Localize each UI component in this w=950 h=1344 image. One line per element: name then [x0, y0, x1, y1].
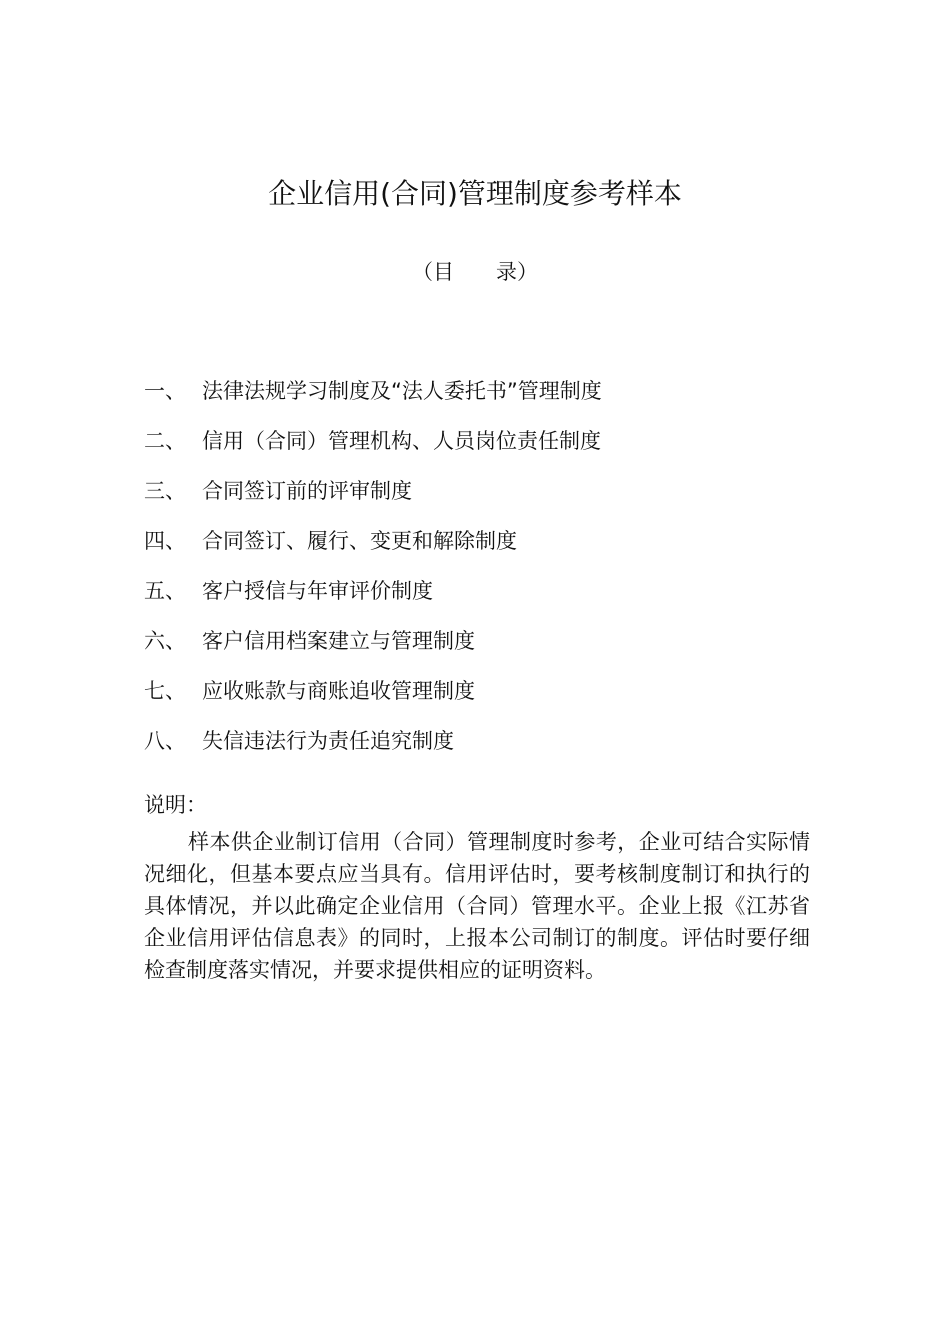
toc-item-number: 一、 [144, 379, 186, 403]
toc-item-number: 五、 [144, 579, 186, 603]
toc-item-text: 法律法规学习制度及“法人委托书”管理制度 [202, 379, 602, 403]
note-paragraph: 样本供企业制订信用（合同）管理制度时参考，企业可结合实际情况细化，但基本要点应当具有。信用评估时，要考核制度制订和执行的具体情况，并以此确定企业信用（合同）管理水平。企业上报《江苏省企业信用评估信息表》的同时，上报本公司制订的制度。评估时要仔细检查制度落实情况，并要求提供相应的证明资料。 [144, 830, 810, 982]
toc-list [144, 366, 824, 766]
toc-item-number: 二、 [144, 429, 186, 453]
toc-item [144, 716, 824, 766]
toc-item-number: 八、 [144, 729, 186, 753]
note-label: 说明： [144, 793, 207, 817]
toc-item-text: 合同签订、履行、变更和解除制度 [202, 529, 517, 553]
toc-item-number: 三、 [144, 479, 186, 503]
toc-heading: （目 录） [412, 260, 538, 284]
toc-item-text: 信用（合同）管理机构、人员岗位责任制度 [202, 429, 601, 453]
toc-item-text: 应收账款与商账追收管理制度 [202, 679, 475, 703]
toc-item-text: 合同签订前的评审制度 [202, 479, 412, 503]
toc-item-text: 失信违法行为责任追究制度 [202, 729, 454, 753]
toc-item [144, 516, 824, 566]
toc-item-number: 四、 [144, 529, 186, 553]
toc-item [144, 566, 824, 616]
toc-item [144, 366, 824, 416]
toc-item-number: 七、 [144, 679, 186, 703]
toc-item [144, 466, 824, 516]
toc-item-text: 客户信用档案建立与管理制度 [202, 629, 475, 653]
toc-item-text: 客户授信与年审评价制度 [202, 579, 433, 603]
toc-item [144, 616, 824, 666]
toc-item [144, 416, 824, 466]
toc-item-number: 六、 [144, 629, 186, 653]
document-title: 企业信用(合同)管理制度参考样本 [268, 177, 682, 210]
toc-item [144, 666, 824, 716]
